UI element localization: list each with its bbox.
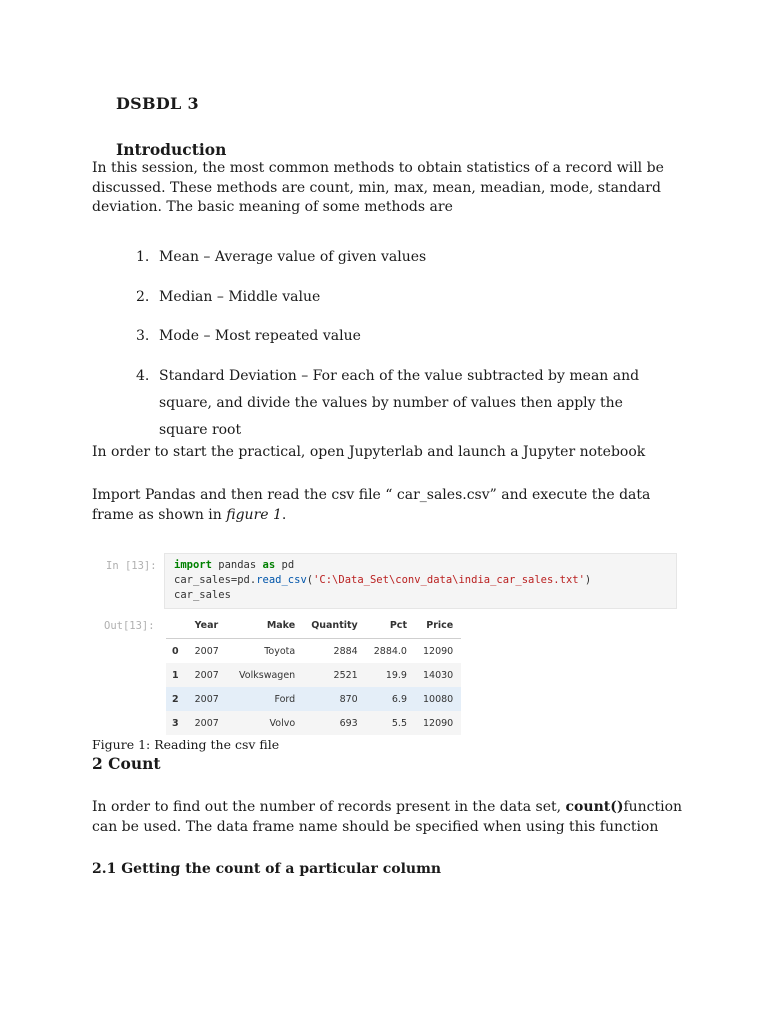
list-item xyxy=(136,248,656,268)
code-paren: ( xyxy=(306,574,314,586)
input-prompt: In [13]: xyxy=(106,560,157,572)
subsection-heading: 2.1 Getting the count of a particular column xyxy=(92,861,442,877)
table-cell: 1 xyxy=(166,663,187,687)
list-item-text: Mode – Most repeated value xyxy=(159,328,361,344)
figure-1-notebook-screenshot xyxy=(92,548,675,736)
code-keyword: as xyxy=(262,559,276,571)
code-module: pandas xyxy=(211,559,263,571)
list-item xyxy=(136,327,656,347)
document-title: DSBDL 3 xyxy=(116,94,199,113)
table-row xyxy=(166,639,461,664)
table-cell: 2 xyxy=(166,687,187,711)
table-cell: 19.9 xyxy=(366,663,415,687)
table-cell: Volvo xyxy=(227,711,303,735)
code-assign: car_sales=pd. xyxy=(174,574,257,586)
table-cell: 2884 xyxy=(333,645,358,657)
table-cell: 0 xyxy=(172,645,179,657)
code-keyword: import xyxy=(174,559,212,571)
table-header: Pct xyxy=(366,614,415,639)
table-cell: 2007 xyxy=(187,711,227,735)
table-row xyxy=(166,663,461,687)
intro-paragraph: In this session, the most common methods to obtain statistics of a record will be discussed. These methods are count, min, max, mean, meadian, mode, standard deviation. The basic meaning of some methods are xyxy=(92,160,664,215)
table-row xyxy=(166,711,461,735)
code-function: read_csv xyxy=(256,574,307,586)
table-cell: Volkswagen xyxy=(227,663,303,687)
list-item-text: Median – Middle value xyxy=(159,288,321,305)
figure-reference: figure 1 xyxy=(226,506,282,523)
section-heading-count: 2 Count xyxy=(92,754,161,773)
table-cell: 2521 xyxy=(303,663,366,687)
import-text-end: . xyxy=(281,506,287,523)
table-header: Make xyxy=(227,614,303,639)
table-cell: 12090 xyxy=(422,645,454,657)
table-cell: Toyota xyxy=(264,645,296,657)
dataframe-output xyxy=(166,614,461,735)
list-item-number: 3. xyxy=(136,328,150,344)
table-row xyxy=(166,687,461,711)
table-cell: 2007 xyxy=(194,645,219,657)
list-item xyxy=(136,288,656,308)
count-function-name: count() xyxy=(565,799,624,815)
list-item-number: 4. xyxy=(136,367,150,384)
table-cell: 10080 xyxy=(415,687,461,711)
table-cell: 6.9 xyxy=(366,687,415,711)
table-header: Quantity xyxy=(303,614,366,639)
table-cell: 2007 xyxy=(187,663,227,687)
count-text-end: function can be used. The data frame name should be specified when using this function xyxy=(92,799,683,835)
table-cell: 2007 xyxy=(187,687,227,711)
list-item-text: Mean – Average value of given values xyxy=(159,249,427,265)
list-item-number: 2. xyxy=(136,288,150,305)
import-text: Import Pandas and then read the csv file “ car_sales.csv” and execute the data frame as shown in xyxy=(92,487,651,523)
table-cell: 5.5 xyxy=(366,711,415,735)
methods-list xyxy=(136,248,656,464)
output-prompt: Out[13]: xyxy=(104,620,155,632)
table-cell: 12090 xyxy=(415,711,461,735)
list-item-number: 1. xyxy=(136,249,150,265)
table-cell: Ford xyxy=(227,687,303,711)
start-instructions: In order to start the practical, open Jupyterlab and launch a Jupyter notebook xyxy=(92,444,646,460)
table-cell: 870 xyxy=(303,687,366,711)
table-header: Year xyxy=(187,614,227,639)
code-text xyxy=(174,558,591,603)
code-alias: pd xyxy=(275,559,295,571)
code-variable: car_sales xyxy=(174,589,231,601)
table-cell: 3 xyxy=(166,711,187,735)
table-header: Price xyxy=(415,614,461,639)
code-paren: ) xyxy=(584,574,592,586)
table-header-row xyxy=(166,614,461,639)
table-cell: 693 xyxy=(303,711,366,735)
count-text: In order to find out the number of records present in the data set, xyxy=(92,799,566,815)
table-cell: 14030 xyxy=(415,663,461,687)
figure-caption: Figure 1: Reading the csv file xyxy=(92,737,280,752)
list-item xyxy=(136,363,656,444)
import-instructions xyxy=(92,486,692,525)
table-header xyxy=(166,614,187,639)
code-string: 'C:\Data_Set\conv_data\india_car_sales.txt' xyxy=(313,574,585,586)
list-item-text: Standard Deviation – For each of the value subtracted by mean and square, and divide the values by number of values then apply the square root xyxy=(159,367,640,438)
table-cell: 2884.0 xyxy=(373,645,407,657)
count-paragraph xyxy=(92,798,692,837)
section-heading-introduction: Introduction xyxy=(116,140,227,159)
